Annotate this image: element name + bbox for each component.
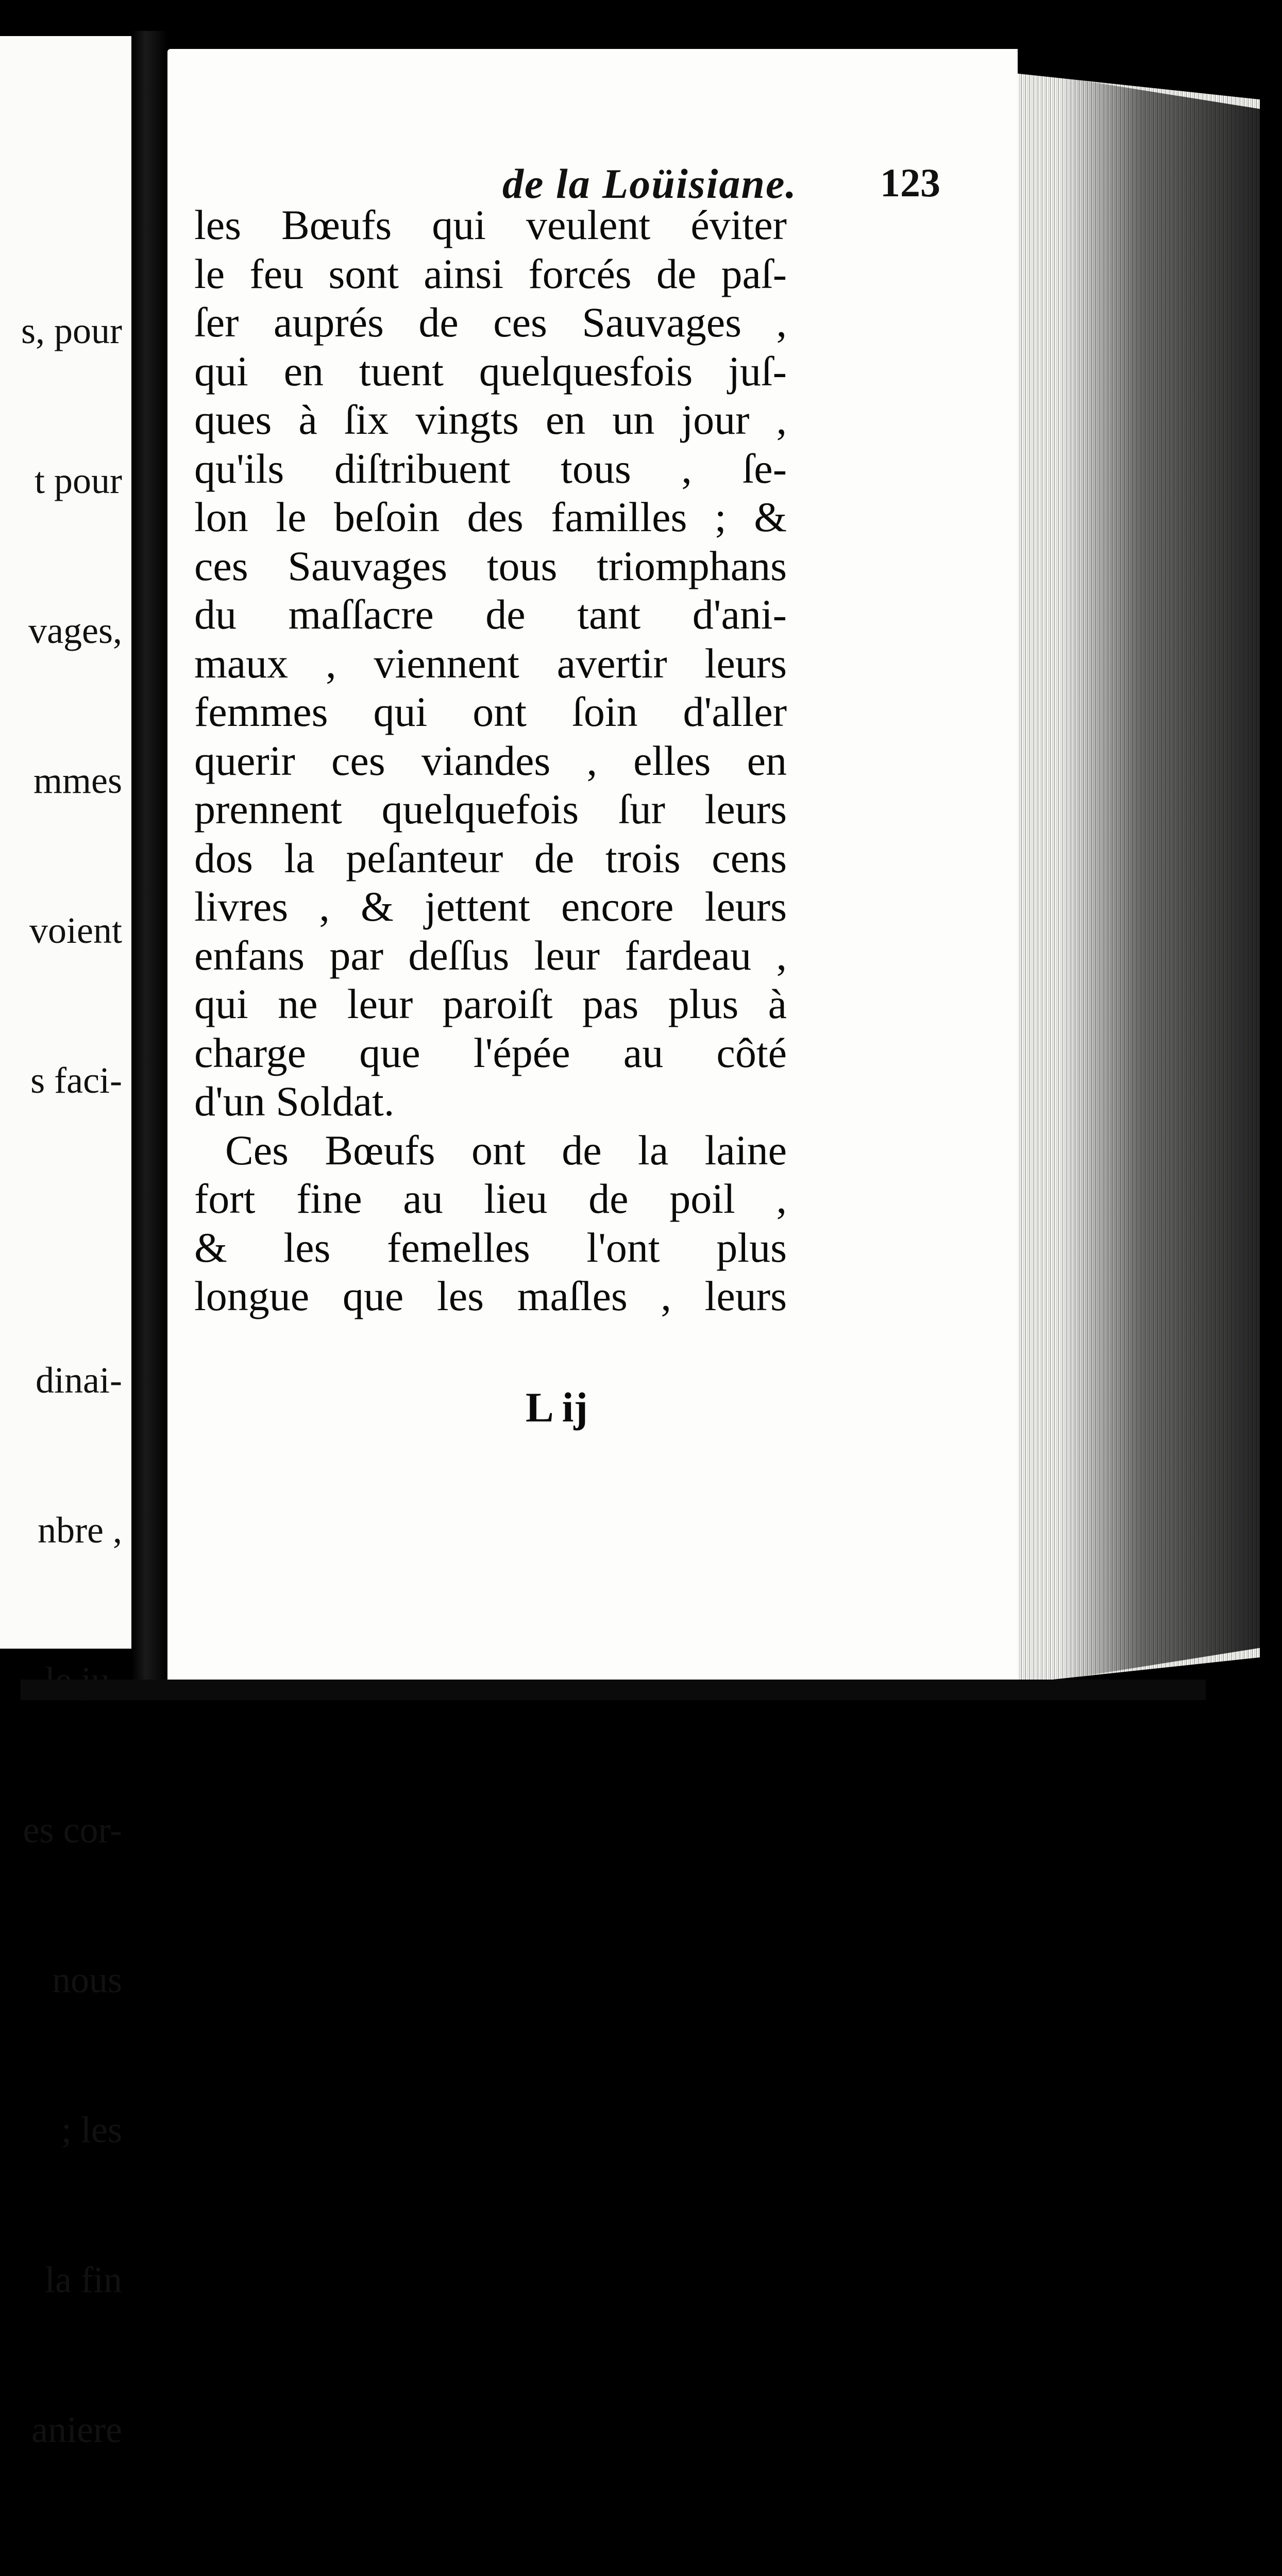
left-line: dinai-: [36, 1360, 122, 1401]
running-head: de la Loüisiane.: [502, 160, 797, 207]
text-line: les Bœufs qui veulent éviter: [194, 201, 787, 248]
left-line: vages,: [28, 610, 122, 651]
text-line: ces Sauvages tous triomphans: [194, 542, 787, 589]
text-line: lon le beſoin des familles ; &: [194, 494, 787, 540]
left-line: es cor-: [23, 1809, 122, 1851]
left-line: mmes: [33, 760, 122, 801]
text-line: qui ne leur paroiſt pas plus à: [194, 980, 787, 1027]
left-line: s, pour: [21, 310, 122, 351]
text-line: qui en tuent quelquesfois juſ-: [194, 347, 787, 395]
text-line: dos la peſanteur de trois cens: [194, 834, 787, 882]
text-line: longue que les maſles , leurs: [194, 1273, 787, 1319]
text-line: prennent quelquefois ſur leurs: [194, 786, 787, 833]
text-line: ſer auprés de ces Sauvages ,: [194, 299, 787, 346]
text-line: livres , & jettent encore leurs: [194, 883, 787, 930]
right-page: [167, 49, 1018, 1687]
text-line: querir ces viandes , elles en: [194, 737, 787, 784]
left-page-fragment: [0, 36, 137, 2450]
left-line: [0, 2555, 122, 2576]
page-number: 123: [880, 160, 940, 205]
text-line: maux , viennent avertir leurs: [194, 639, 787, 687]
book-gutter: [131, 31, 167, 1680]
page-edges-shadow: [1061, 77, 1262, 1680]
left-line: la fin: [45, 2259, 122, 2300]
left-line: voient: [29, 910, 122, 951]
text-line: charge que l'épée au côté: [194, 1029, 787, 1076]
text-line: du maſſacre de tant d'ani-: [194, 591, 787, 638]
signature-mark: L ij: [526, 1384, 588, 1431]
text-line: & les femelles l'ont plus: [194, 1224, 787, 1271]
text-line: enfans par deſſus leur fardeau ,: [194, 931, 787, 979]
left-line: ; les: [61, 2109, 122, 2150]
left-line: [0, 1206, 122, 1256]
left-line: nous: [52, 1959, 122, 2001]
left-page-text: [0, 206, 122, 2576]
left-line: s faci-: [30, 1060, 122, 1101]
text-line: ques à ſix vingts en un jour ,: [194, 396, 787, 443]
text-line: le feu sont ainsi forcés de paſ-: [194, 250, 787, 297]
scan-bottom-edge: [21, 1680, 1206, 1700]
text-line: fort fine au lieu de poil ,: [194, 1175, 787, 1222]
left-line: t pour: [35, 460, 122, 501]
text-line: femmes qui ont ſoin d'aller: [194, 688, 787, 735]
left-line: aniere: [31, 2409, 122, 2450]
text-line: qu'ils diſtribuent tous , ſe-: [194, 445, 787, 492]
text-line: d'un Soldat.: [194, 1078, 395, 1125]
left-line: nbre ,: [38, 1510, 122, 1551]
text-line: Ces Bœufs ont de la laine: [225, 1126, 787, 1174]
body-text: [194, 201, 787, 1321]
